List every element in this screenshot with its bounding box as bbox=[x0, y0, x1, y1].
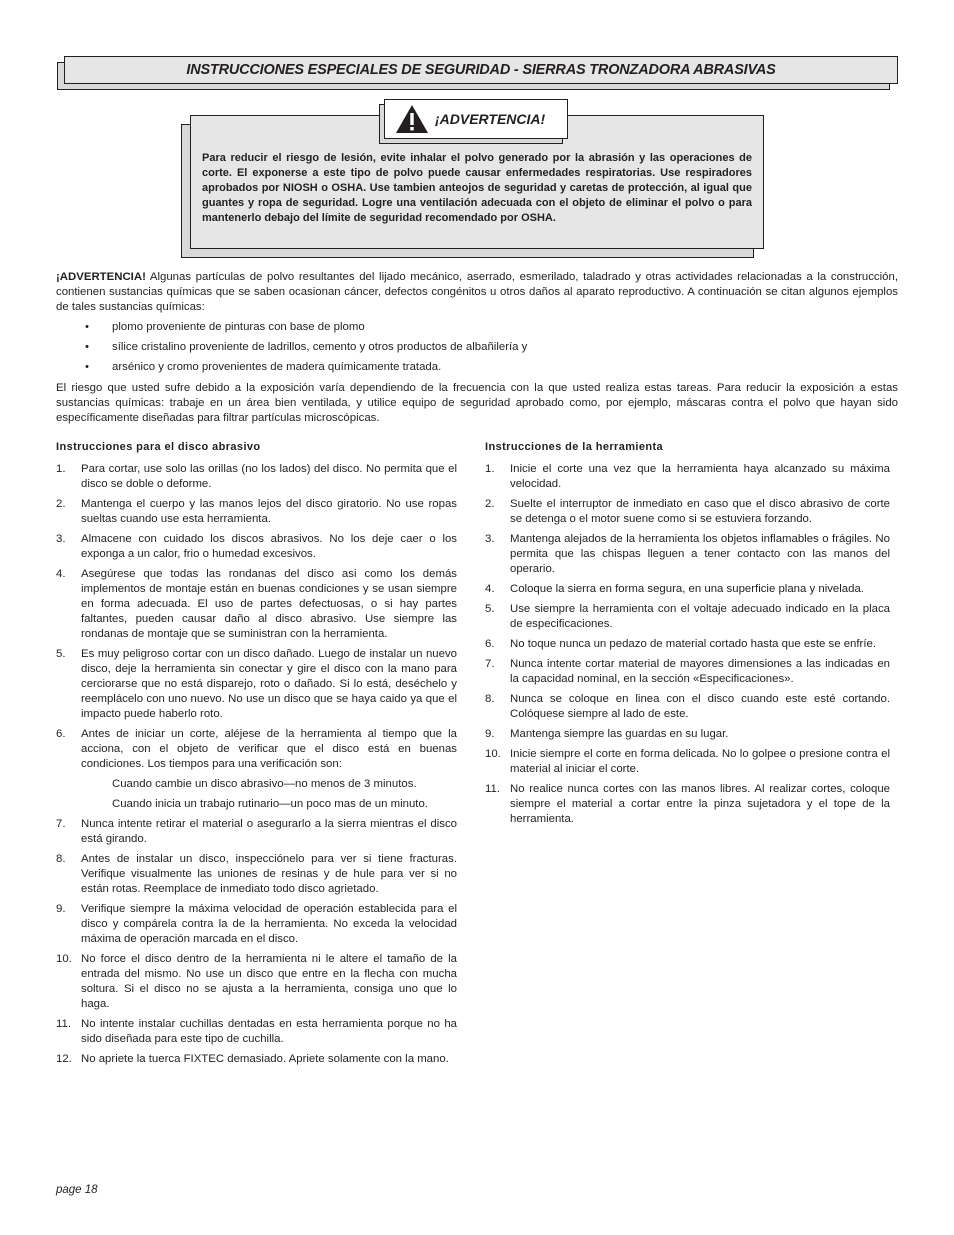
list-item: 11. No realice nunca cortes con las manos libres. Al realizar cortes, coloque siempre el material a cortar entre la pinza sujetadora y el tope de la herramienta. bbox=[485, 783, 890, 825]
warning-label bbox=[384, 99, 568, 139]
list-item: 8. Antes de instalar un disco, inspecciónelo para ver si tiene fracturas. Verifique visualmente las uniones de resinas y de hule para ver si no están rotas. Reemplace de inmediato todo disco agrietado. bbox=[56, 853, 457, 895]
list-item: 6. Antes de iniciar un corte, aléjese de la herramienta al tiempo que la acciona, con el objeto de verificar que el disco está en buenas condiciones. Los tiempos para una verificación son: bbox=[56, 728, 457, 770]
list-item: 7. Nunca intente cortar material de mayores dimensiones a las indicadas en la capacidad nominal, en la sección «Especificaciones». bbox=[485, 658, 890, 685]
list-item: 8. Nunca se coloque en linea con el disco cuando este esté cortando. Colóquese siempre al lado de este. bbox=[485, 693, 890, 720]
warning-triangle-icon bbox=[395, 104, 429, 134]
advisory-paragraph bbox=[56, 270, 898, 315]
list-item: • arsénico y cromo provenientes de madera químicamente tratada. bbox=[85, 361, 442, 373]
list-item: 5. Use siempre la herramienta con el voltaje adecuado indicado en la placa de especificaciones. bbox=[485, 603, 890, 630]
list-item: 10. No force el disco dentro de la herramienta ni le altere el tamaño de la entrada del mismo. No use un disco que entre en la flecha con mucha soltura. Si el disco no se ajusta a la herramienta, consiga uno que lo haga. bbox=[56, 953, 457, 1010]
list-item: 6. No toque nunca un pedazo de material cortado hasta que este se enfríe. bbox=[485, 638, 877, 650]
list-item: 3. Almacene con cuidado los discos abrasivos. No los deje caer o los exponga a un calor, frio o humedad excesivos. bbox=[56, 533, 457, 560]
list-item: 5. Es muy peligroso cortar con un disco dañado. Luego de instalar un nuevo disco, deje la herramienta sin conectar y gire el disco con la mano para cerciorarse que no está disparejo, roto o dañado. Si lo está, deséchelo y reemplácelo con uno nuevo. No use un disco que se haya caido ya que el impacto puede haberlo roto. bbox=[56, 648, 457, 720]
list-item: 3. Mantenga alejados de la herramienta los objetos inflamables o frágiles. No permita que las chispas lleguen a tener contacto con las manos del operario. bbox=[485, 533, 890, 575]
sub-item: Cuando cambie un disco abrasivo—no menos de 3 minutos. bbox=[112, 778, 417, 790]
advisory-text: Algunas partículas de polvo resultantes del lijado mecánico, aserrado, esmerilado, taladrado y otras actividades relacionadas a la construcción, contienen sustancias químicas que se saben ocasionan cáncer, defectos congénitos u otros daños al aparato reproductivo. A continuación se citan algunos ejemplos de tales sustancias químicas: bbox=[56, 271, 898, 313]
list-item: 2. Mantenga el cuerpo y las manos lejos del disco giratorio. No use ropas sueltas cuando use esta herramienta. bbox=[56, 498, 457, 525]
disc-instructions-column bbox=[56, 440, 457, 1072]
list-item: 9. Mantenga siempre las guardas en su lugar. bbox=[485, 728, 729, 740]
list-item: • plomo proveniente de pinturas con base de plomo bbox=[85, 321, 365, 333]
list-item: 1. Inicie el corte una vez que la herramienta haya alcanzado su máxima velocidad. bbox=[485, 463, 890, 490]
list-item: 12. No apriete la tuerca FIXTEC demasiado. Apriete solamente con la mano. bbox=[56, 1053, 449, 1065]
tool-instructions-heading: Instrucciones de la herramienta bbox=[485, 441, 664, 453]
advisory-closing: El riesgo que usted sufre debido a la exposición varía dependiendo de la frecuencia con la que usted realiza estas tareas. Para reducir la exposición a estas sustancias químicas: trabaje en un área bien ventilada, y utilice equipo de seguridad aprobado como, por ejemplo, máscaras contra el polvo que hayan sido específicamente diseñadas para filtrar partículas microscópicas. bbox=[56, 382, 898, 424]
page-title: INSTRUCCIONES ESPECIALES DE SEGURIDAD - SIERRAS TRONZADORA ABRASIVAS bbox=[186, 62, 776, 78]
warning-text: Para reducir el riesgo de lesión, evite inhalar el polvo generado por la abrasión y las operaciones de corte. El exponerse a este tipo de polvo puede causar enfermedades respiratorias. Use respiradores aprobados por NIOSH o OSHA. Use tambien anteojos de seguridad y caretas de protección, al igual que guantes y ropa de seguridad. Logre una ventilación adecuada con el objeto de eliminar el polvo o para mantenerlo debajo del límite de seguridad recomendado por OSHA. bbox=[202, 152, 752, 224]
list-item: 1. Para cortar, use solo las orillas (no los lados) del disco. No permita que el disco se doble o deforme. bbox=[56, 463, 457, 490]
list-item: 2. Suelte el interruptor de inmediato en caso que el disco abrasivo de corte se detenga o el motor suene como si se estuviera forzando. bbox=[485, 498, 890, 525]
tool-instructions-column bbox=[485, 440, 890, 832]
sub-item: Cuando inicia un trabajo rutinario—un poco mas de un minuto. bbox=[112, 798, 428, 810]
list-item: 9. Verifique siempre la máxima velocidad de operación establecida para el disco y compárela contra la de la herramienta. No exceda la velocidad máxima de operación marcada en el disco. bbox=[56, 903, 457, 945]
list-item: 4. Coloque la sierra en forma segura, en una superficie plana y nivelada. bbox=[485, 583, 864, 595]
advisory-lead: ¡ADVERTENCIA! bbox=[56, 271, 146, 283]
list-item: 11. No intente instalar cuchillas dentadas en esta herramienta porque no ha sido diseñada para este tipo de cuchilla. bbox=[56, 1018, 457, 1045]
warning-label-text: ¡ADVERTENCIA! bbox=[435, 111, 546, 127]
disc-instructions-heading: Instrucciones para el disco abrasivo bbox=[56, 441, 261, 453]
list-item: 10. Inicie siempre el corte en forma delicada. No lo golpee o presione contra el material al iniciar el corte. bbox=[485, 748, 890, 775]
list-item: 7. Nunca intente retirar el material o asegurarlo a la sierra mientras el disco está girando. bbox=[56, 818, 457, 845]
title-banner bbox=[64, 56, 898, 84]
page-number: page 18 bbox=[56, 1184, 98, 1196]
list-item: • sílice cristalino proveniente de ladrillos, cemento y otros productos de albañilería y bbox=[85, 341, 528, 353]
list-item: 4. Asegúrese que todas las rondanas del disco asi como los demás implementos de montaje están en buenas condiciones y se usan siempre en forma adecuada. El uso de partes defectuosas, o si hay partes faltantes, pueden causar daño al disco abrasivo. Use siempre las rondanas de montaje que se suministran con la herramienta. bbox=[56, 568, 457, 640]
